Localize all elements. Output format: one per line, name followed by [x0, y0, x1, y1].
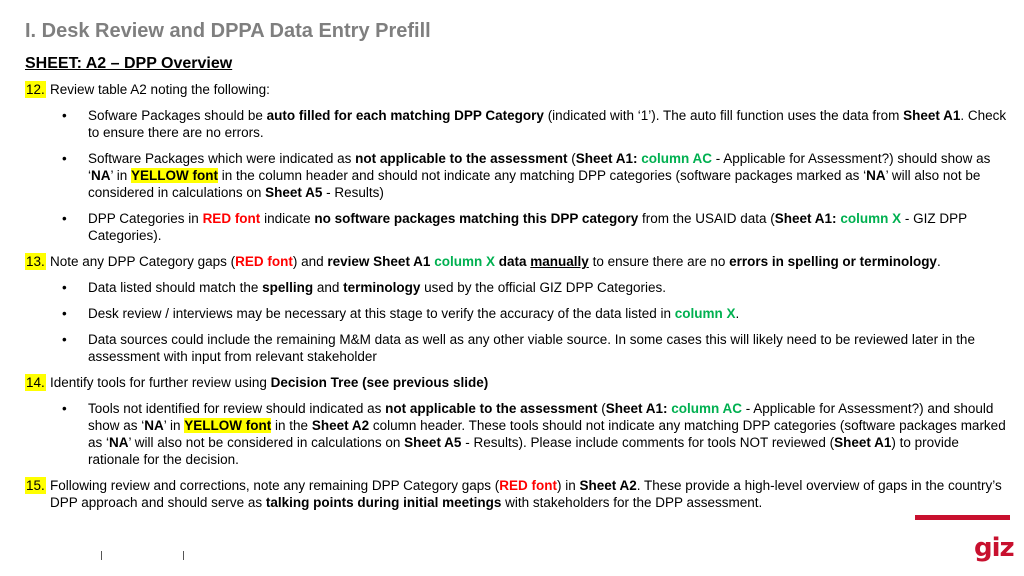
text-run: spelling — [262, 280, 314, 295]
numbered-item — [25, 253, 1010, 270]
bullet-text — [88, 108, 1006, 140]
text-run: to ensure there are no — [588, 254, 730, 269]
bullet-icon: • — [62, 211, 67, 226]
item-text — [50, 478, 1002, 510]
text-run: not applicable to the assessment — [355, 151, 568, 166]
text-run: RED font — [499, 478, 557, 493]
text-run: . Check to ensure there are no errors. — [88, 108, 1007, 140]
text-run: ) in — [556, 478, 580, 493]
text-run: RED font — [235, 254, 293, 269]
text-run: Sheet A5 — [265, 185, 323, 200]
giz-logo: giz — [974, 533, 1014, 563]
item-number: 14. — [26, 375, 45, 390]
item-text — [50, 375, 488, 390]
text-run: auto filled for each matching DPP Category — [266, 108, 544, 123]
text-run: - Applicable for Assessment?) and should show as ‘ — [88, 401, 994, 433]
bullet-item — [25, 210, 1010, 244]
text-run: Sheet A2 — [579, 478, 637, 493]
text-run: ’ in — [163, 418, 185, 433]
text-run: Data listed should match the — [88, 280, 263, 295]
text-run: talking points during initial meetings — [265, 495, 502, 510]
text-run: errors in spelling or terminology — [729, 254, 937, 269]
bullet-item — [25, 279, 1010, 296]
bullet-item — [25, 107, 1010, 141]
bullet-icon: • — [62, 306, 67, 321]
text-run: NA — [866, 168, 886, 183]
text-run: and — [313, 280, 344, 295]
text-run: with stakeholders for the DPP assessment. — [501, 495, 763, 510]
text-run: - Results). Please include comments for tools NOT reviewed ( — [461, 435, 835, 450]
text-run: - Results) — [322, 185, 384, 200]
bullet-text — [88, 306, 739, 321]
text-run: column AC — [641, 151, 712, 166]
text-run: ( — [567, 151, 576, 166]
item-text: Review table A2 noting the following: — [50, 82, 270, 97]
text-run: RED font — [202, 211, 261, 226]
text-run: Data sources could include the remaining M&M data as well as any other viable source. In some cases this will likely need to be reviewed later in the assessment with input from relevant stakeholder — [88, 332, 975, 364]
text-run: - GIZ DPP Categories). — [88, 211, 967, 243]
text-run: column X — [674, 306, 736, 321]
text-run: YELLOW font — [184, 418, 272, 433]
text-run: Decision Tree (see previous slide) — [270, 375, 489, 390]
bullet-text — [88, 332, 975, 364]
text-run: ’ will also not be considered in calculations on — [88, 168, 981, 200]
text-run: - Applicable for Assessment?) should show as ‘ — [88, 151, 991, 183]
text-run: manually — [530, 254, 589, 269]
text-run: Software Packages which were indicated as — [88, 151, 356, 166]
text-run: in the — [271, 418, 312, 433]
text-run: ’ will also not be considered in calculations on — [128, 435, 405, 450]
text-run: data — [498, 254, 527, 269]
text-run: ’ in — [110, 168, 132, 183]
text-run: Desk review / interviews may be necessary at this stage to verify the accuracy of the data listed in — [88, 306, 675, 321]
item-number: 15. — [26, 478, 45, 493]
sheet-heading: SHEET: A2 – DPP Overview — [25, 55, 233, 72]
footer-divider — [183, 551, 184, 560]
item-text — [50, 254, 941, 269]
text-run: . These provide a high-level overview of gaps in the country’s DPP approach and should serve as — [50, 478, 1002, 510]
text-run: NA — [109, 435, 129, 450]
bullet-item — [25, 150, 1010, 201]
text-run: terminology — [343, 280, 421, 295]
item-number: 12. — [26, 82, 45, 97]
text-run: from the USAID data ( — [638, 211, 775, 226]
text-run: Sheet A1 — [834, 435, 892, 450]
text-run: ( — [597, 401, 606, 416]
bullet-text — [88, 151, 990, 200]
text-run: column AC — [671, 401, 743, 416]
bullet-icon: • — [62, 332, 67, 347]
text-run: YELLOW font — [131, 168, 218, 183]
bullet-item — [25, 331, 1010, 365]
bullet-icon: • — [62, 280, 67, 295]
text-run: . — [936, 254, 941, 269]
bullet-item — [25, 305, 1010, 322]
text-run: Following review and corrections, note any remaining DPP Category gaps ( — [50, 478, 500, 493]
text-run: column X — [434, 254, 495, 269]
numbered-item — [25, 374, 1010, 391]
text-run: NA — [144, 418, 164, 433]
numbered-item — [25, 477, 1010, 511]
text-run: NA — [91, 168, 111, 183]
text-run: ) and — [292, 254, 328, 269]
text-run: used by the official GIZ DPP Categories. — [420, 280, 667, 295]
text-run: Sofware Packages should be — [88, 108, 267, 123]
bullet-icon: • — [62, 151, 67, 166]
bullet-text — [88, 401, 1006, 467]
text-run: column header. These tools should not indicate any matching DPP categories (software packages marked as ‘ — [88, 418, 1006, 450]
text-run: Tools not identified for review should indicated as — [88, 401, 386, 416]
bullet-icon: • — [62, 108, 67, 123]
bullet-text — [88, 280, 666, 295]
slide-title: I. Desk Review and DPPA Data Entry Prefill — [25, 20, 431, 42]
text-run: Sheet A1 — [903, 108, 961, 123]
text-run: (indicated with ‘1’). The auto fill function uses the data from — [543, 108, 904, 123]
text-run: indicate — [260, 211, 315, 226]
text-run: review Sheet A1 — [327, 254, 431, 269]
bullet-item — [25, 400, 1010, 468]
numbered-item — [25, 81, 1010, 98]
instruction-list — [25, 81, 1010, 520]
text-run: Sheet A1: — [575, 151, 638, 166]
text-run: Sheet A1: — [774, 211, 837, 226]
bullet-text — [88, 211, 967, 243]
text-run: not applicable to the assessment — [385, 401, 598, 416]
brand-bar — [915, 515, 1010, 520]
text-run: DPP Categories in — [88, 211, 203, 226]
text-run: column X — [840, 211, 902, 226]
bullet-icon: • — [62, 401, 67, 416]
text-run: Note any DPP Category gaps ( — [50, 254, 236, 269]
footer-divider — [101, 551, 102, 560]
text-run: no software packages matching this DPP category — [314, 211, 639, 226]
text-run: Identify tools for further review using — [50, 375, 271, 390]
text-run: Sheet A5 — [404, 435, 462, 450]
text-run: Sheet A1: — [605, 401, 668, 416]
text-run: ) to provide rationale for the decision. — [88, 435, 959, 467]
text-run: Sheet A2 — [311, 418, 370, 433]
item-number: 13. — [26, 254, 45, 269]
text-run: in the column header and should not indicate any matching DPP categories (software packages marked as ‘ — [218, 168, 867, 183]
text-run: . — [735, 306, 740, 321]
